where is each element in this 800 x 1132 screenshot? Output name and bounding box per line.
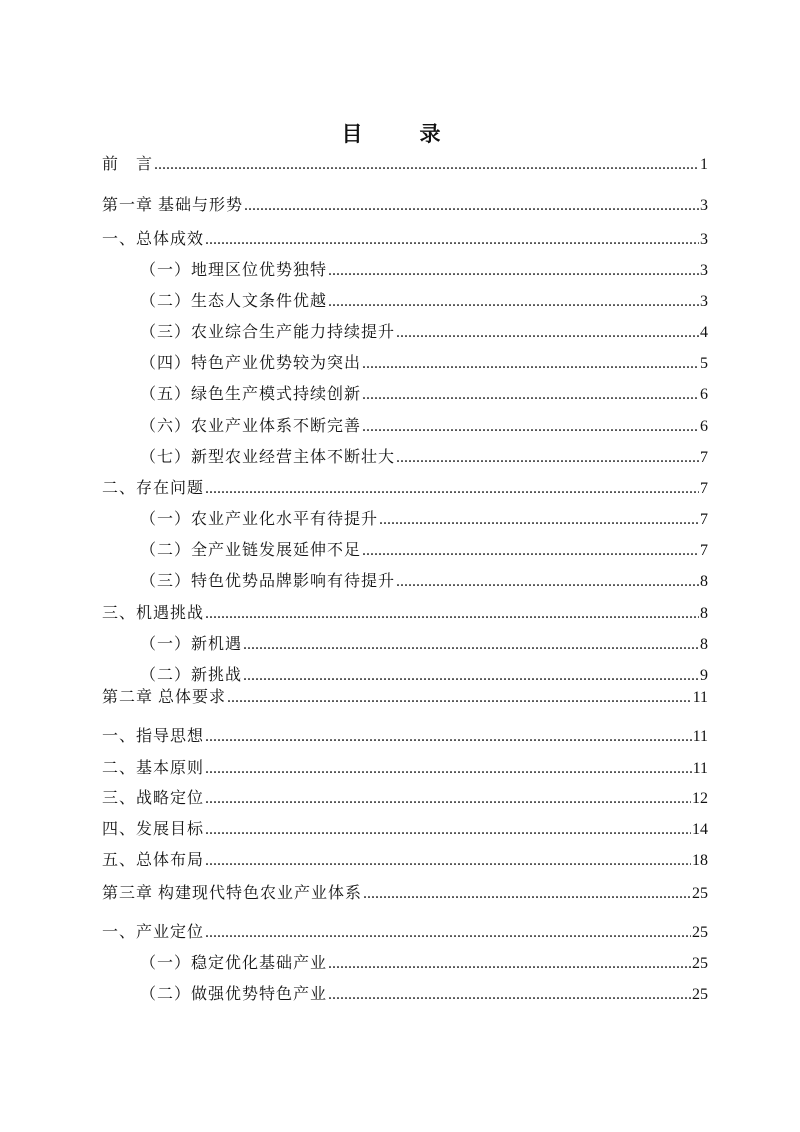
toc-entry-label: 二、存在问题 — [102, 480, 205, 497]
toc-entry-page: 11 — [692, 728, 708, 745]
toc-entry[interactable] — [102, 687, 708, 709]
toc-entry-page: 14 — [692, 821, 708, 838]
toc-entry[interactable] — [140, 634, 708, 656]
toc-title: 目 录 — [341, 122, 459, 146]
leader-dots — [362, 416, 699, 438]
toc-entry-page: 11 — [692, 689, 708, 706]
toc-entry[interactable] — [140, 291, 708, 313]
toc-entry[interactable] — [140, 416, 708, 438]
leader-dots — [328, 260, 699, 282]
toc-entry[interactable] — [140, 509, 708, 531]
leader-dots — [205, 788, 691, 810]
toc-entry-page: 25 — [692, 955, 708, 972]
leader-dots — [328, 953, 691, 975]
toc-entry[interactable] — [140, 322, 708, 344]
toc-entry-page: 8 — [700, 636, 708, 653]
toc-entry[interactable] — [102, 726, 708, 748]
toc-entry-page: 8 — [700, 573, 708, 590]
leader-dots — [154, 154, 699, 176]
toc-entry-page: 6 — [700, 386, 708, 403]
leader-dots — [205, 758, 692, 780]
toc-entry-label: 五、总体布局 — [102, 852, 205, 869]
leader-dots — [362, 384, 699, 406]
toc-entry-label: 三、机遇挑战 — [102, 605, 205, 622]
toc-entry-label: （四）特色产业优势较为突出 — [140, 355, 362, 372]
toc-entry-label: （二）做强优势特色产业 — [140, 986, 328, 1003]
toc-entry[interactable] — [140, 665, 708, 687]
toc-entry[interactable] — [102, 850, 708, 872]
toc-entry-page: 1 — [700, 156, 708, 173]
toc-entry-label: （二）生态人文条件优越 — [140, 293, 328, 310]
toc-entry-page: 4 — [700, 324, 708, 341]
toc-entry-page: 25 — [692, 986, 708, 1003]
toc-entry[interactable] — [102, 195, 708, 217]
toc-entry-page: 6 — [700, 418, 708, 435]
toc-entry-label: 一、总体成效 — [102, 231, 205, 248]
toc-entry-label: （六）农业产业体系不断完善 — [140, 418, 362, 435]
toc-entry-label: （五）绿色生产模式持续创新 — [140, 386, 362, 403]
toc-entry-page: 18 — [692, 852, 708, 869]
toc-entry[interactable] — [140, 984, 708, 1006]
toc-entry[interactable] — [140, 953, 708, 975]
leader-dots — [244, 195, 699, 217]
leader-dots — [205, 819, 691, 841]
toc-entry[interactable] — [140, 384, 708, 406]
toc-entry[interactable] — [102, 819, 708, 841]
toc-entry-page: 7 — [700, 480, 708, 497]
leader-dots — [227, 687, 692, 709]
toc-entry-label: 一、产业定位 — [102, 924, 205, 941]
toc-entry-label: 前 言 — [102, 156, 154, 173]
leader-dots — [243, 634, 699, 656]
toc-entry-label: 第三章 构建现代特色农业产业体系 — [102, 885, 363, 902]
toc-entry-label: （一）稳定优化基础产业 — [140, 955, 328, 972]
toc-entry[interactable] — [102, 229, 708, 251]
toc-entry-label: 第二章 总体要求 — [102, 689, 227, 706]
leader-dots — [396, 571, 699, 593]
leader-dots — [362, 353, 699, 375]
toc-entry-label: （七）新型农业经营主体不断壮大 — [140, 449, 396, 466]
leader-dots — [205, 603, 699, 625]
toc-entry[interactable] — [102, 883, 708, 905]
toc-entry[interactable] — [102, 603, 708, 625]
toc-entry-label: （一）新机遇 — [140, 636, 243, 653]
toc-entry-label: 四、发展目标 — [102, 821, 205, 838]
toc-entry[interactable] — [102, 758, 708, 780]
toc-entry[interactable] — [102, 788, 708, 810]
toc-entry-label: （一）地理区位优势独特 — [140, 262, 328, 279]
toc-entry-page: 5 — [700, 355, 708, 372]
leader-dots — [379, 509, 699, 531]
toc-entry[interactable] — [102, 922, 708, 944]
toc-entry-page: 3 — [700, 197, 708, 214]
toc-entry-page: 8 — [700, 605, 708, 622]
toc-entry[interactable] — [102, 478, 708, 500]
leader-dots — [205, 726, 692, 748]
toc-entry-page: 3 — [700, 262, 708, 279]
toc-entry-page: 3 — [700, 293, 708, 310]
toc-entry-page: 7 — [700, 449, 708, 466]
toc-entry-label: 二、基本原则 — [102, 760, 205, 777]
toc-entry-label: （二）全产业链发展延伸不足 — [140, 542, 362, 559]
toc-entry[interactable] — [140, 260, 708, 282]
leader-dots — [363, 883, 691, 905]
toc-entry-label: （二）新挑战 — [140, 667, 243, 684]
toc-entry-page: 7 — [700, 542, 708, 559]
leader-dots — [205, 478, 699, 500]
leader-dots — [205, 850, 691, 872]
toc-entry-page: 12 — [692, 790, 708, 807]
toc-entry-page: 9 — [700, 667, 708, 684]
toc-entry[interactable] — [140, 571, 708, 593]
toc-entry[interactable] — [140, 353, 708, 375]
toc-entry-label: （一）农业产业化水平有待提升 — [140, 511, 379, 528]
leader-dots — [205, 229, 699, 251]
leader-dots — [205, 922, 691, 944]
toc-entry[interactable] — [102, 154, 708, 176]
toc-entry[interactable] — [140, 540, 708, 562]
leader-dots — [362, 540, 699, 562]
toc-entry-label: 第一章 基础与形势 — [102, 197, 244, 214]
leader-dots — [396, 322, 699, 344]
toc-entry[interactable] — [140, 447, 708, 469]
toc-entry-label: （三）特色优势品牌影响有待提升 — [140, 573, 396, 590]
toc-entry-page: 11 — [692, 760, 708, 777]
toc-entry-label: 一、指导思想 — [102, 728, 205, 745]
toc-entry-page: 25 — [692, 924, 708, 941]
toc-entry-page: 7 — [700, 511, 708, 528]
toc-entry-page: 3 — [700, 231, 708, 248]
leader-dots — [328, 984, 691, 1006]
leader-dots — [396, 447, 699, 469]
leader-dots — [243, 665, 699, 687]
leader-dots — [328, 291, 699, 313]
toc-entry-page: 25 — [692, 885, 708, 902]
toc-entry-label: 三、战略定位 — [102, 790, 205, 807]
toc-entry-label: （三）农业综合生产能力持续提升 — [140, 324, 396, 341]
